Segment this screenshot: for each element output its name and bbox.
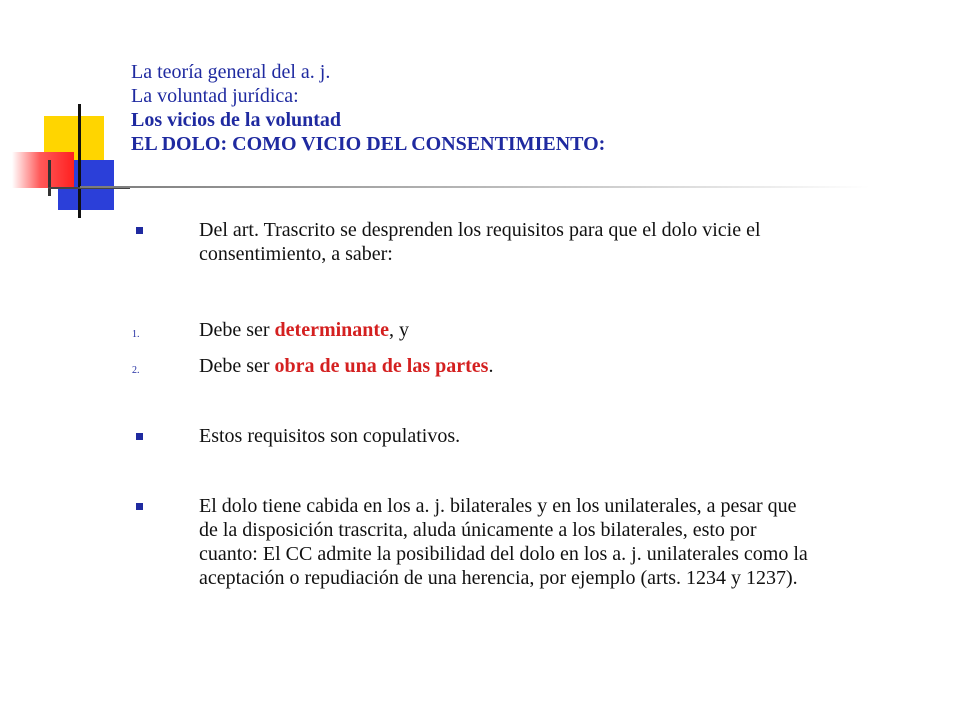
bullet-1-line-2: consentimiento, a saber: [199, 243, 393, 265]
title-line-2: La voluntad jurídica: [131, 85, 299, 107]
title-divider [80, 186, 870, 188]
red-square-icon [12, 152, 74, 188]
list-number: 2. [132, 365, 140, 376]
square-bullet-icon [136, 503, 143, 510]
bullet-3-line-3: cuanto: El CC admite la posibilidad del dolo en los a. j. unilaterales como la [199, 543, 808, 565]
bullet-item-3 [131, 494, 891, 590]
item-1-prefix: Debe ser [199, 319, 275, 341]
title-line-3: Los vicios de la voluntad [131, 109, 342, 131]
square-bullet-icon [136, 433, 143, 440]
color-squares-logo-icon [0, 0, 140, 230]
bullet-3-line-1: El dolo tiene cabida en los a. j. bilaterales y en los unilaterales, a pesar que [199, 495, 797, 517]
bullet-3-line-2: de la disposición trascrita, aluda únicamente a los bilaterales, esto por [199, 519, 757, 541]
item-2-prefix: Debe ser [199, 355, 275, 377]
square-bullet-icon [136, 227, 143, 234]
vertical-line-decoration [78, 104, 81, 218]
bullet-item-2 [131, 424, 891, 448]
numbered-item-2 [131, 354, 891, 378]
title-line-1: La teoría general del a. j. [131, 61, 331, 83]
vertical-line-decoration [48, 160, 51, 196]
list-number: 1. [132, 329, 140, 340]
item-2-highlight: obra de una de las partes [274, 355, 489, 377]
bullet-3-line-4: aceptación o repudiación de una herencia, por ejemplo (arts. 1234 y 1237). [199, 567, 798, 589]
title-line-4: EL DOLO: COMO VICIO DEL CONSENTIMIENTO: [131, 133, 606, 155]
bullet-2-text: Estos requisitos son copulativos. [199, 425, 461, 447]
bullet-1-line-1: Del art. Trascrito se desprenden los requisitos para que el dolo vicie el [199, 219, 761, 241]
slide-title [131, 60, 891, 156]
item-1-highlight: determinante [274, 319, 389, 341]
numbered-item-1 [131, 318, 891, 342]
item-2-suffix: . [488, 355, 494, 377]
item-1-suffix: , y [388, 319, 409, 341]
bullet-item-1 [131, 218, 891, 266]
